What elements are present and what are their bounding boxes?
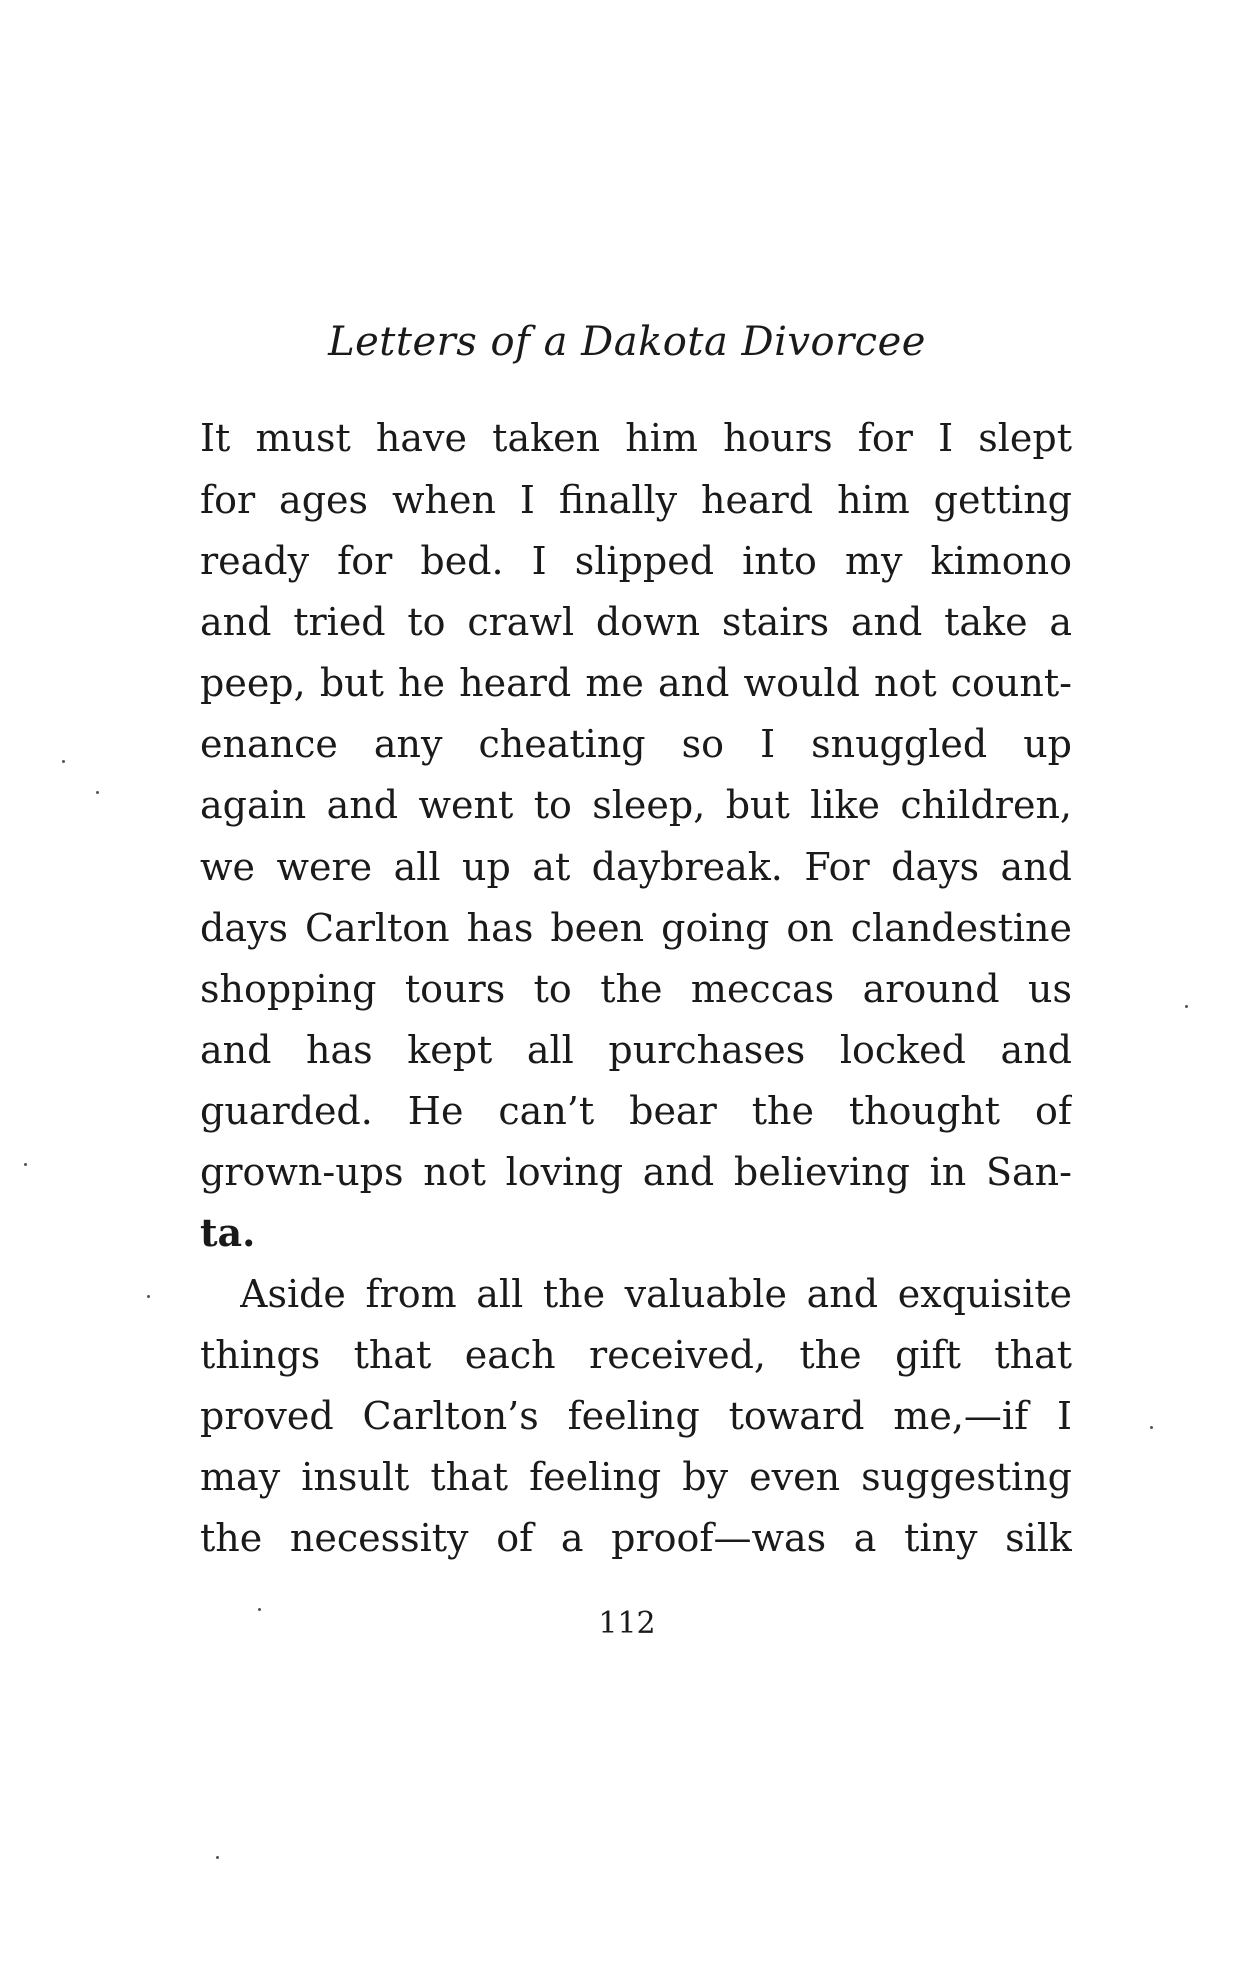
text-line: It must have taken him hours for I slept	[200, 416, 1072, 460]
text-line: ta.	[200, 1210, 256, 1255]
text-line: ready for bed. I slipped into my kimono	[200, 539, 1072, 583]
text-line: shopping tours to the meccas around us	[200, 967, 1072, 1011]
text-line: we were all up at daybreak. For days and	[200, 845, 1072, 889]
scan-speck	[147, 1295, 150, 1298]
scan-speck	[62, 760, 65, 763]
text-line: may insult that feeling by even suggesting	[200, 1455, 1072, 1499]
text-line: and tried to crawl down stairs and take a	[200, 600, 1072, 644]
text-line: proved Carlton’s feeling toward me,—if I	[200, 1394, 1072, 1438]
text-line: peep, but he heard me and would not count-	[200, 661, 1072, 705]
text-line: again and went to sleep, but like children,	[200, 783, 1072, 827]
text-line: and has kept all purchases locked and	[200, 1028, 1072, 1072]
scan-speck	[1150, 1426, 1153, 1429]
scan-speck	[24, 1163, 27, 1166]
text-line: the necessity of a proof—was a tiny silk	[200, 1516, 1072, 1560]
text-line: days Carlton has been going on clandestine	[200, 906, 1072, 950]
text-line: things that each received, the gift that	[200, 1333, 1072, 1377]
text-line: guarded. He can’t bear the thought of	[200, 1089, 1072, 1133]
page-number: 112	[598, 1606, 656, 1641]
running-head: Letters of a Dakota Divorcee	[328, 319, 926, 365]
scan-speck	[1185, 1005, 1188, 1008]
scan-speck	[216, 1856, 219, 1859]
paragraph-first-line: Aside from all the valuable and exquisite	[240, 1272, 1072, 1316]
scan-speck	[258, 1608, 261, 1611]
text-line: grown-ups not loving and believing in San-	[200, 1150, 1072, 1194]
text-line: enance any cheating so I snuggled up	[200, 722, 1072, 766]
text-line: for ages when I finally heard him getting	[200, 478, 1072, 522]
scan-speck	[96, 791, 99, 794]
